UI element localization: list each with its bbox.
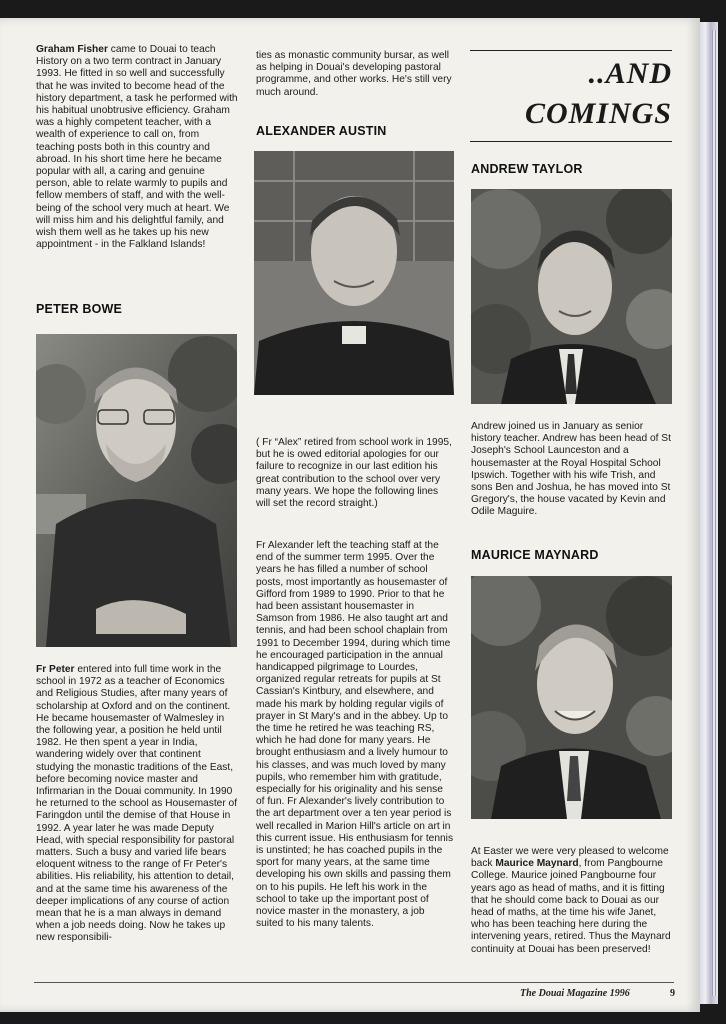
maynard-paragraph [471, 846, 673, 956]
heading-alexander-austin: ALEXANDER AUSTIN [256, 124, 387, 138]
heading-peter-bowe: PETER BOWE [36, 302, 123, 316]
footer-rule [34, 982, 674, 983]
bowe-continued-text: ties as monastic community bursar, as well as helping in Douai's developing pastoral programme, and other works. He's still very much around. [256, 50, 452, 98]
photo-maurice-maynard [471, 576, 672, 819]
footer-title: The Douai Magazine 1996 [520, 988, 630, 999]
masthead-line1: ..AND [588, 57, 672, 90]
page-edge-stack [712, 30, 718, 996]
maynard-text-b: , from Pangbourne College. Maurice joined Pangbourne four years ago as head of maths, and it is fitting that he should come back to Douai as our head of maths, at the time his wife Janet, who has been teaching here during the intervening years, retired. Thus the Maynard continuity at Douai has been preserved! [471, 858, 671, 955]
fisher-name: Graham Fisher [36, 44, 108, 55]
austin-note [256, 437, 454, 510]
taylor-text: Andrew joined us in January as senior history teacher. Andrew has been head of St Joseph's School Launceston and a housemaster at the Royal Hospital School Ipswich. Together with his wife Trish, and sons Ben and Joshua, he has moved into St Gregory's, the house vacated by Kevin and Odile Maguire. [471, 421, 671, 518]
photo-alexander-austin [254, 151, 454, 395]
page-number: 9 [670, 988, 675, 999]
masthead-line2: COMINGS [524, 97, 672, 130]
bowe-text: entered into full time work in the school in 1972 as a teacher of Economics and Religious Studies, after many years of scholarship at Oxford and on the continent. He became housemaster of Walmesley in the following year, a position he held until 1982. He then spent a year in India, wandering widely over that continent studying the monastic traditions of the East, before becoming novice master and Infirmarian in the Douai community. In 1990 he returned to the school as Housemaster of Faringdon until the demise of that House in 1992. A year later he was made Deputy Head, with special responsibility for pastoral matters. Such a busy and varied life bears eloquent witness to the range of Fr Peter's abilities. His reliability, his attention to detail, and at the same time his awareness of the deeper implications of any course of action mean that he is a man always in demand when a job needs doing. Now he takes up new responsibili- [36, 664, 238, 944]
austin-paragraph [256, 540, 454, 931]
fisher-text: came to Douai to teach History on a two term contract in January 1993. He fitted in so well and successfully that he was invited to become head of the history department, a task he performed with his habitual unobtrusive efficiency. Graham was a highly competent teacher, with a wealth of experience to call on, from teaching posts both in this country and abroad. In his short time here he became popular with all, a caring and genuine person, able to relate warmly to pupils and fellow members of staff, and with the well-being of the school very much at heart. We will miss him and his delightful family, and wish them well as he takes up his new appointment - in the Falkland Islands! [36, 44, 238, 251]
photo-andrew-taylor [471, 189, 672, 404]
heading-maurice-maynard: MAURICE MAYNARD [471, 548, 599, 562]
taylor-paragraph [471, 421, 673, 519]
masthead [470, 50, 672, 142]
bowe-continued [256, 50, 456, 99]
bowe-lead: Fr Peter [36, 664, 75, 675]
bowe-paragraph [36, 664, 238, 945]
heading-andrew-taylor: ANDREW TAYLOR [471, 162, 583, 176]
fisher-paragraph [36, 44, 238, 251]
austin-note-text: ( Fr “Alex” retired from school work in 1995, but he is owed editorial apologies for our failure to recognize in our last edition his great contribution to the school over very many years. We hope the following lines will set the record straight.) [256, 437, 452, 510]
maynard-text-a: At Easter we were very pleased to welcome back [471, 846, 669, 870]
maynard-bold-name: Maurice Maynard [495, 858, 579, 870]
austin-text: Fr Alexander left the teaching staff at the end of the summer term 1995. Over the years he has filled a number of school posts, most importantly as housemaster of Gifford from 1989 to 1990. Prior to that he had been assistant housemaster in Samson from 1986. He also taught art and tennis, and had been school chaplain from 1991 to December 1994, during which time he encouraged participation in the annual handicapped pilgrimage to Lourdes, organized regular retreats for pupils at St Cassian's Kintbury, and elsewhere, and made his mark by holding regular vigils of prayer in St Mary's and in the abbey. Up to the time he retired he was teaching RS, which he had done for many years. He brought enthusiasm and a lively humour to his classes, and was much loved by many pupils, who remember him with gratitude, especially for his originality and his sense of fun. Fr Alexander's lively contribution to the art department over a ten year period is well recalled in Marion Hill's article on art in this current issue. His enthusiasm for tennis is unstinted; he has coached pupils in the sport for many years, at the same time developing his own skills and passing them on to his pupils. He left his work in the school to take up the important post of novice master in the monastery, a job suited to his many talents. [256, 540, 454, 930]
photo-peter-bowe [36, 334, 237, 647]
